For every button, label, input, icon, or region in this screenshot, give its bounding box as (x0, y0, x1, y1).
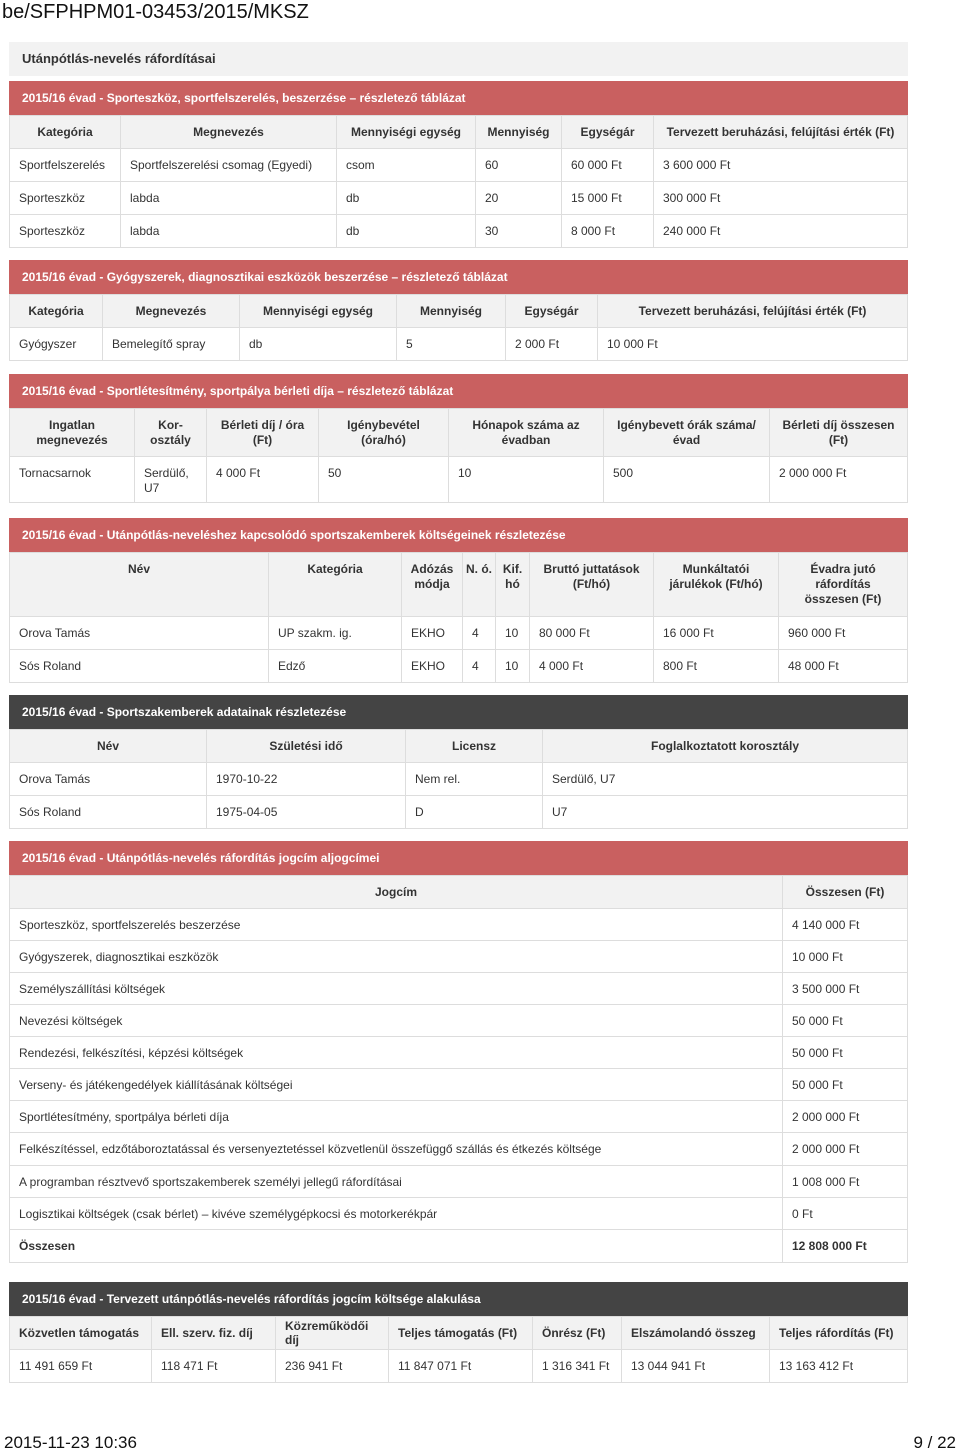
table-row (10, 1350, 908, 1383)
column-header: Mennyiségi egység (337, 116, 476, 149)
table-cell: Gyógyszer (10, 328, 103, 361)
section-planned-costs (9, 1282, 908, 1383)
table-header-row (10, 116, 908, 149)
column-header: Igénybevétel (óra/hó) (319, 409, 449, 457)
table-cell: 60 000 Ft (562, 149, 654, 182)
column-header: Önrész (Ft) (533, 1317, 622, 1350)
column-header: Összesen (Ft) (783, 876, 908, 909)
table-cell: 4 (463, 617, 496, 650)
column-header: Megnevezés (103, 295, 240, 328)
table-cell: 10 000 Ft (598, 328, 908, 361)
table-cell: 1 316 341 Ft (533, 1350, 622, 1383)
document-id: be/SFPHPM01-03453/2015/MKSZ (2, 1, 309, 23)
table-cell: Nem rel. (406, 763, 543, 796)
table-cell: U7 (543, 796, 908, 829)
table-cell: 4 140 000 Ft (783, 909, 908, 941)
table-cell: Serdülő, U7 (135, 457, 207, 503)
column-header: Licensz (406, 730, 543, 763)
column-header: Kif. hó (496, 553, 530, 617)
column-header: Foglalkoztatott korosztály (543, 730, 908, 763)
table-row (10, 941, 908, 973)
column-header: Egységár (562, 116, 654, 149)
column-header: Megnevezés (121, 116, 337, 149)
table-cell: db (337, 182, 476, 215)
column-header: Közvetlen támogatás (10, 1317, 152, 1350)
section-title: 2015/16 évad - Sportlétesítmény, sportpálya bérleti díja – részletező táblázat (9, 374, 908, 408)
section-title: 2015/16 évad - Tervezett utánpótlás-nevelés ráfordítás jogcím költsége alakulása (9, 1282, 908, 1316)
table-header-row (10, 553, 908, 617)
table-row (10, 215, 908, 248)
column-header: N. ó. (463, 553, 496, 617)
table-cell: Sporteszköz (10, 182, 121, 215)
column-header: Kategória (10, 295, 103, 328)
table-cell: 20 (476, 182, 562, 215)
table-cell: 50 000 Ft (783, 1037, 908, 1069)
table-row (10, 1166, 908, 1198)
section-title: 2015/16 évad - Sporteszköz, sportfelszerelés, beszerzése – részletező táblázat (9, 81, 908, 115)
section-staff-data (9, 695, 908, 829)
table-row (10, 1198, 908, 1230)
table-cell: 5 (397, 328, 506, 361)
table-cell: 2 000 000 Ft (783, 1101, 908, 1133)
column-header: Bruttó juttatások (Ft/hó) (530, 553, 654, 617)
table-cell: 15 000 Ft (562, 182, 654, 215)
equipment-table (9, 115, 908, 248)
table-row (10, 617, 908, 650)
cost-titles-table (9, 875, 908, 1263)
total-row (10, 1230, 908, 1263)
column-header: Születési idő (207, 730, 406, 763)
table-cell: Bemelegítő spray (103, 328, 240, 361)
table-cell: D (406, 796, 543, 829)
table-cell: 2 000 Ft (506, 328, 598, 361)
table-cell: Sportfelszerelési csomag (Egyedi) (121, 149, 337, 182)
table-cell: 960 000 Ft (779, 617, 908, 650)
table-cell: Edző (269, 650, 402, 683)
column-header: Évadra jutó ráfordítás összesen (Ft) (779, 553, 908, 617)
table-cell: db (240, 328, 397, 361)
table-row (10, 650, 908, 683)
table-header-row (10, 1317, 908, 1350)
column-header: Elszámolandó összeg (622, 1317, 770, 1350)
table-row (10, 328, 908, 361)
table-header-row (10, 409, 908, 457)
table-cell: UP szakm. ig. (269, 617, 402, 650)
table-row (10, 182, 908, 215)
table-cell: Serdülő, U7 (543, 763, 908, 796)
table-cell: 118 471 Ft (152, 1350, 276, 1383)
table-cell: 30 (476, 215, 562, 248)
column-header: Kategória (269, 553, 402, 617)
column-header: Adózás módja (402, 553, 463, 617)
section-title: 2015/16 évad - Utánpótlás-nevelés ráfordítás jogcím aljogcímei (9, 841, 908, 875)
table-row (10, 909, 908, 941)
column-header: Bérleti díj összesen (Ft) (770, 409, 908, 457)
column-header: Mennyiség (397, 295, 506, 328)
column-header: Név (10, 730, 207, 763)
table-row (10, 973, 908, 1005)
table-row (10, 1069, 908, 1101)
table-row (10, 1005, 908, 1037)
column-header: Teljes támogatás (Ft) (389, 1317, 533, 1350)
table-cell: 10 (496, 650, 530, 683)
table-cell: Sós Roland (10, 650, 269, 683)
table-header-row (10, 295, 908, 328)
section-medicine (9, 260, 908, 361)
table-row (10, 149, 908, 182)
table-cell: labda (121, 215, 337, 248)
table-cell: 1970-10-22 (207, 763, 406, 796)
table-cell: 0 Ft (783, 1198, 908, 1230)
footer-page-number: 9 / 22 (913, 1433, 956, 1452)
column-header: Tervezett beruházási, felújítási érték (Ft) (598, 295, 908, 328)
table-header-row (10, 730, 908, 763)
table-cell: 11 491 659 Ft (10, 1350, 152, 1383)
table-cell: 4 000 Ft (530, 650, 654, 683)
footer-timestamp: 2015-11-23 10:36 (4, 1433, 137, 1452)
table-cell: 2 000 000 Ft (783, 1133, 908, 1166)
table-cell: 11 847 071 Ft (389, 1350, 533, 1383)
section-title: 2015/16 évad - Gyógyszerek, diagnosztikai eszközök beszerzése – részletező táblázat (9, 260, 908, 294)
column-header: Tervezett beruházási, felújítási érték (Ft) (654, 116, 908, 149)
column-header: Egységár (506, 295, 598, 328)
table-cell: Sportfelszerelés (10, 149, 121, 182)
column-header: Név (10, 553, 269, 617)
table-row (10, 1037, 908, 1069)
section-title: 2015/16 évad - Sportszakemberek adatainak részletezése (9, 695, 908, 729)
column-header: Kor-osztály (135, 409, 207, 457)
table-header-row (10, 876, 908, 909)
table-cell: Sporteszköz, sportfelszerelés beszerzése (10, 909, 783, 941)
table-cell: EKHO (402, 650, 463, 683)
table-cell: Logisztikai költségek (csak bérlet) – kivéve személygépkocsi és motorkerékpár (10, 1198, 783, 1230)
table-cell: 10 (496, 617, 530, 650)
section-facility-rent (9, 374, 908, 503)
table-cell: 10 000 Ft (783, 941, 908, 973)
table-cell: 16 000 Ft (654, 617, 779, 650)
table-row (10, 457, 908, 503)
table-row (10, 796, 908, 829)
table-cell: 1975-04-05 (207, 796, 406, 829)
table-cell: 800 Ft (654, 650, 779, 683)
table-cell: 240 000 Ft (654, 215, 908, 248)
table-cell: Felkészítéssel, edzőtáboroztatással és versenyeztetéssel közvetlenül összefüggő szállás és étkezés költsége (10, 1133, 783, 1166)
table-cell: Nevezési költségek (10, 1005, 783, 1037)
column-header: Hónapok száma az évadban (449, 409, 604, 457)
table-cell: Sós Roland (10, 796, 207, 829)
table-cell: 10 (449, 457, 604, 503)
table-cell: 3 600 000 Ft (654, 149, 908, 182)
staff-data-table (9, 729, 908, 829)
column-header: Közreműködői díj (276, 1317, 389, 1350)
total-label: Összesen (10, 1230, 783, 1263)
table-cell: Orova Tamás (10, 617, 269, 650)
column-header: Ell. szerv. fiz. díj (152, 1317, 276, 1350)
column-header: Munkáltatói járulékok (Ft/hó) (654, 553, 779, 617)
table-cell: 4 (463, 650, 496, 683)
facility-rent-table (9, 408, 908, 503)
table-cell: Orova Tamás (10, 763, 207, 796)
column-header: Ingatlan megnevezés (10, 409, 135, 457)
table-cell: Sportlétesítmény, sportpálya bérleti díja (10, 1101, 783, 1133)
column-header: Kategória (10, 116, 121, 149)
table-cell: Verseny- és játékengedélyek kiállításának költségei (10, 1069, 783, 1101)
table-cell: 13 163 412 Ft (770, 1350, 908, 1383)
table-cell: 2 000 000 Ft (770, 457, 908, 503)
table-cell: 60 (476, 149, 562, 182)
page-title: Utánpótlás-nevelés ráfordításai (22, 51, 216, 66)
table-cell: EKHO (402, 617, 463, 650)
table-cell: A programban résztvevő sportszakemberek személyi jellegű ráfordításai (10, 1166, 783, 1198)
table-cell: 300 000 Ft (654, 182, 908, 215)
table-cell: labda (121, 182, 337, 215)
table-row (10, 1101, 908, 1133)
section-title: 2015/16 évad - Utánpótlás-neveléshez kapcsolódó sportszakemberek költségeinek részletezése (9, 518, 908, 552)
section-equipment (9, 81, 908, 248)
table-cell: Tornacsarnok (10, 457, 135, 503)
table-cell: Gyógyszerek, diagnosztikai eszközök (10, 941, 783, 973)
table-cell: 1 008 000 Ft (783, 1166, 908, 1198)
table-cell: csom (337, 149, 476, 182)
table-cell: 50 000 Ft (783, 1069, 908, 1101)
table-cell: Személyszállítási költségek (10, 973, 783, 1005)
section-cost-titles (9, 841, 908, 1263)
staff-costs-table (9, 552, 908, 683)
table-row (10, 763, 908, 796)
table-cell: db (337, 215, 476, 248)
table-cell: 236 941 Ft (276, 1350, 389, 1383)
column-header: Mennyiségi egység (240, 295, 397, 328)
table-cell: 500 (604, 457, 770, 503)
table-cell: 80 000 Ft (530, 617, 654, 650)
table-cell: 4 000 Ft (207, 457, 319, 503)
medicine-table (9, 294, 908, 361)
table-row (10, 1133, 908, 1166)
table-cell: 50 (319, 457, 449, 503)
table-cell: Sporteszköz (10, 215, 121, 248)
section-staff-costs (9, 518, 908, 683)
table-cell: 48 000 Ft (779, 650, 908, 683)
planned-costs-table (9, 1316, 908, 1383)
table-cell: 13 044 941 Ft (622, 1350, 770, 1383)
total-value: 12 808 000 Ft (783, 1230, 908, 1263)
table-cell: Rendezési, felkészítési, képzési költségek (10, 1037, 783, 1069)
table-cell: 3 500 000 Ft (783, 973, 908, 1005)
column-header: Bérleti díj / óra (Ft) (207, 409, 319, 457)
column-header: Igénybevett órák száma/évad (604, 409, 770, 457)
column-header: Jogcím (10, 876, 783, 909)
column-header: Mennyiség (476, 116, 562, 149)
table-cell: 8 000 Ft (562, 215, 654, 248)
column-header: Teljes ráfordítás (Ft) (770, 1317, 908, 1350)
table-cell: 50 000 Ft (783, 1005, 908, 1037)
